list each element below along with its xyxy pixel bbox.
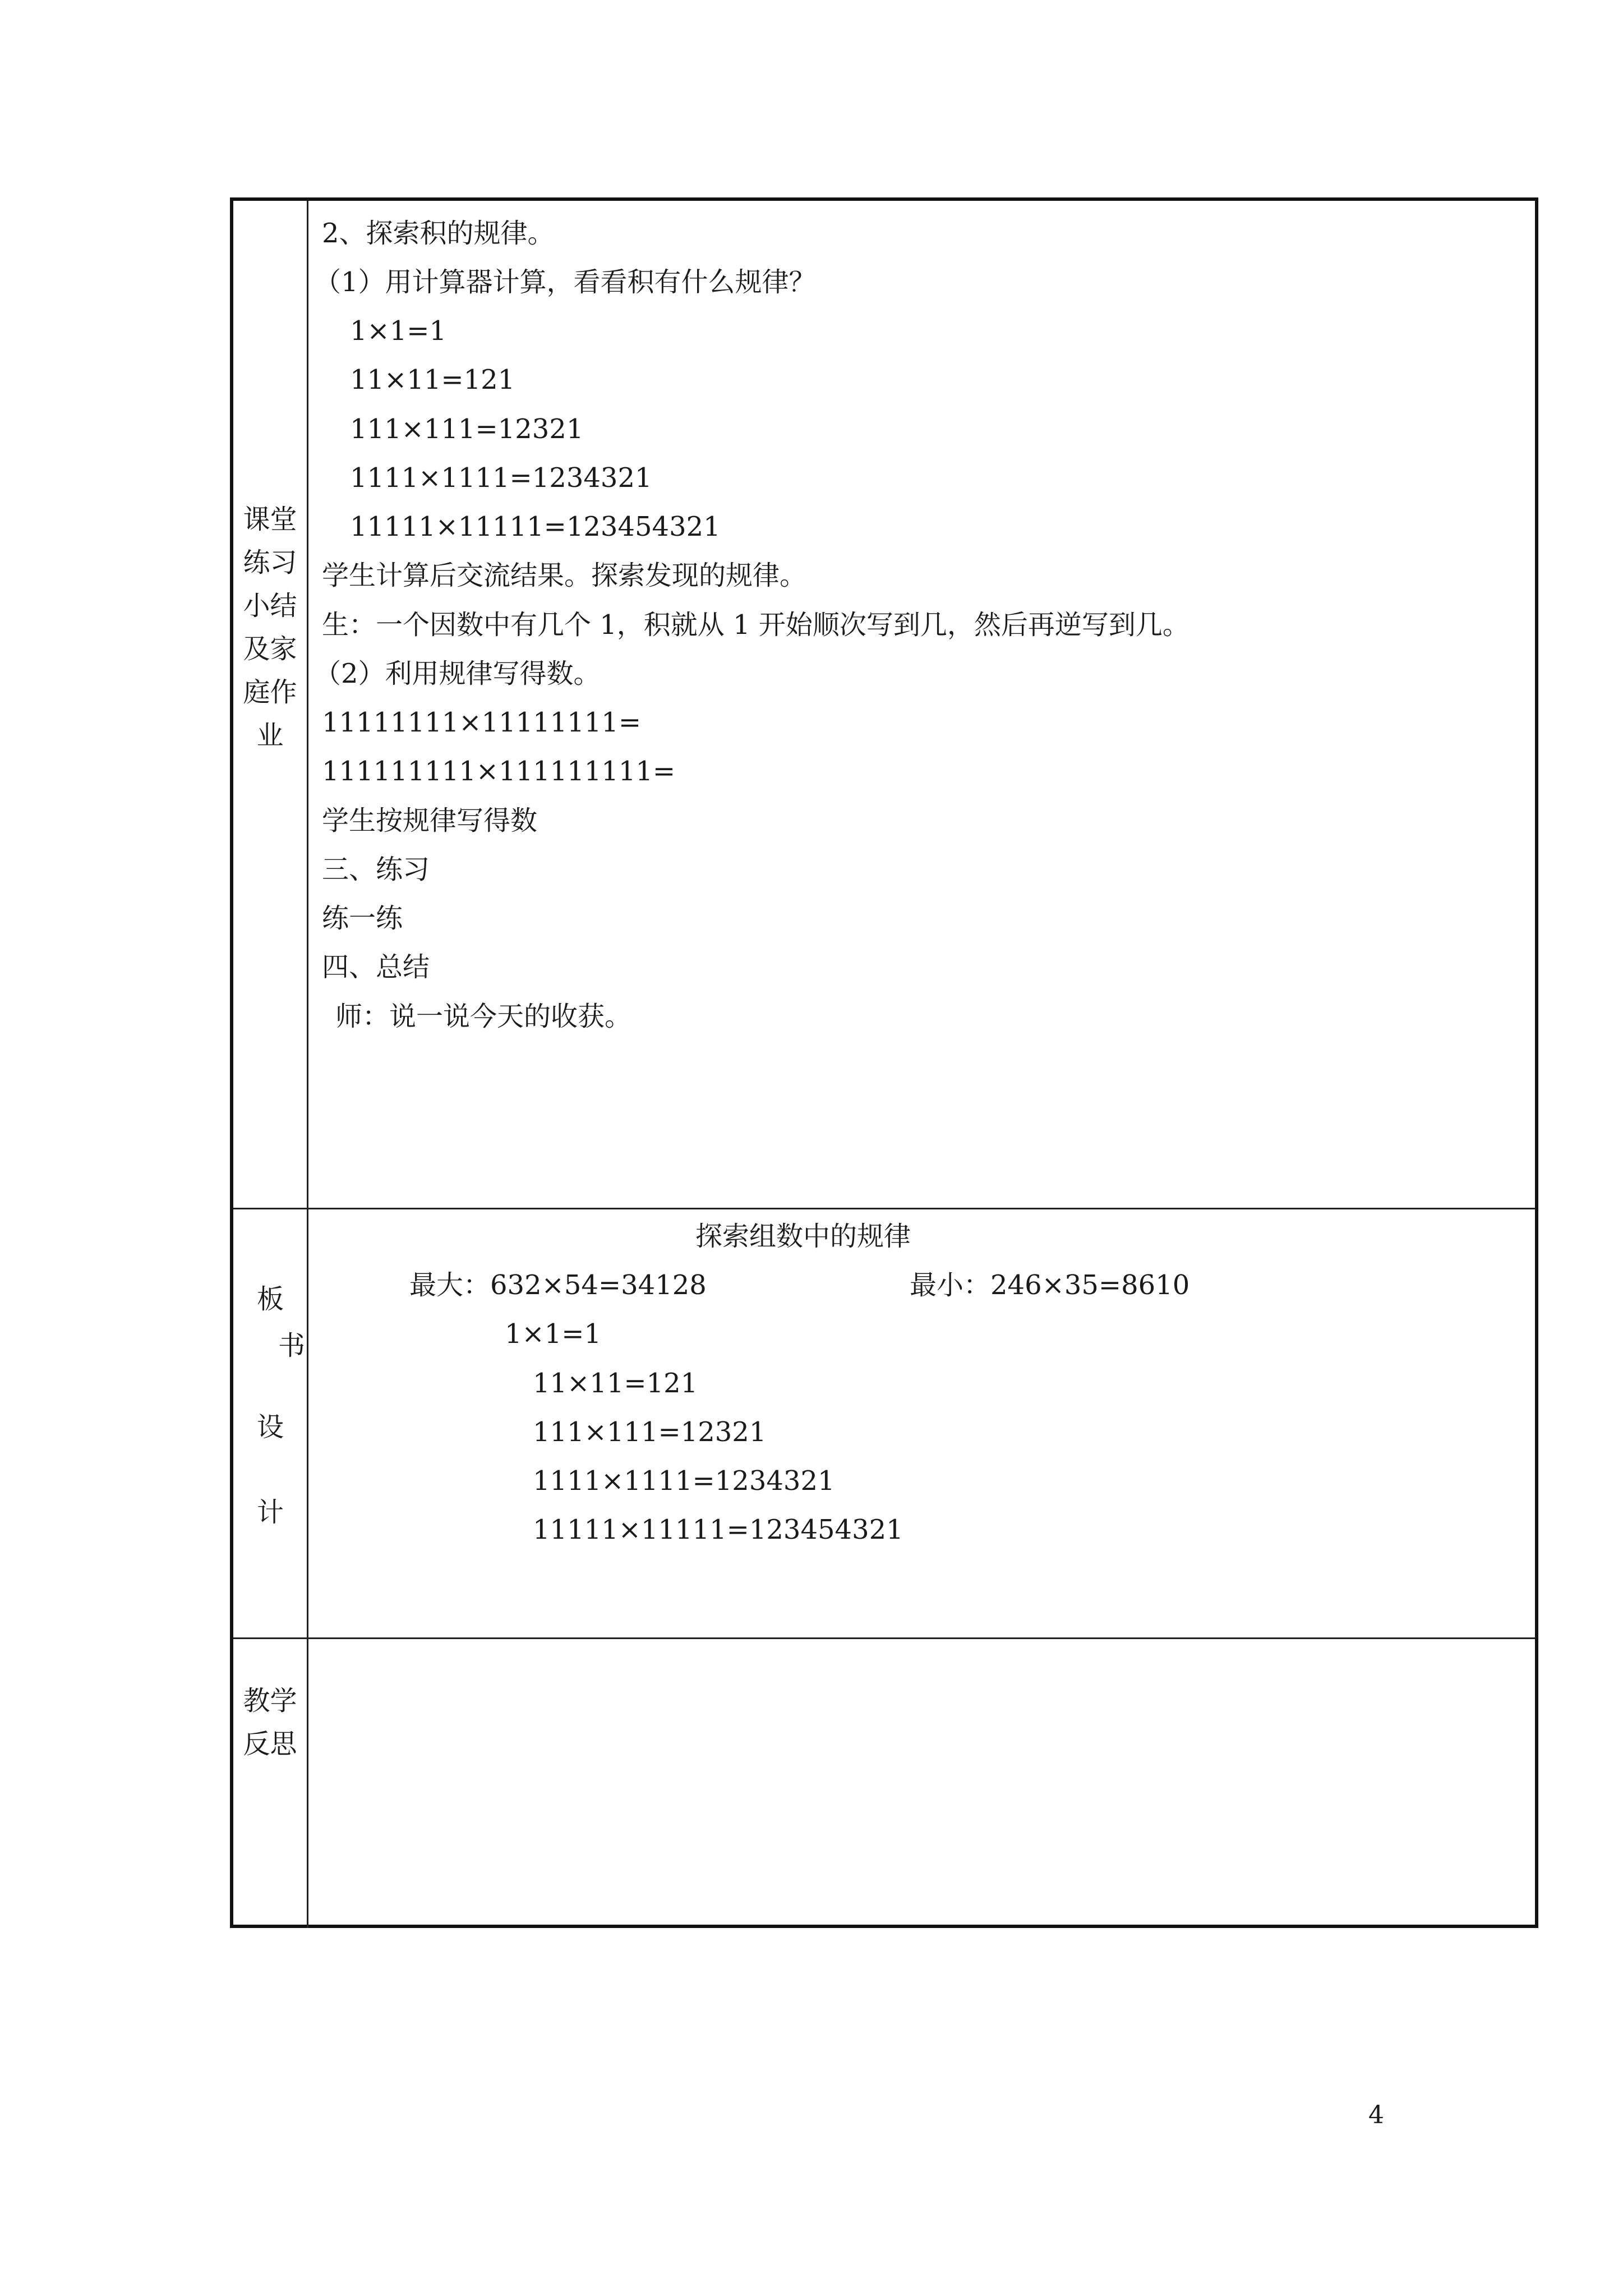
practice-line: 111×111=12321 (350, 413, 584, 445)
practice-line: 学生计算后交流结果。探索发现的规律。 (322, 560, 807, 591)
practice-line: 生：一个因数中有几个 1，积就从 1 开始顺次写到几，然后再逆写到几。 (322, 609, 1189, 641)
practice-line: 11111111×11111111= (322, 707, 642, 738)
practice-line: （2）利用规律写得数。 (314, 658, 601, 689)
blackboard-max: 最大：632×54=34128 (409, 1269, 707, 1301)
practice-line: （1）用计算器计算，看看积有什么规律？ (314, 266, 816, 298)
practice-line: 11×11=121 (350, 364, 515, 395)
practice-line: 练一练 (322, 903, 403, 934)
blackboard-line: 11111×11111=123454321 (533, 1514, 903, 1545)
blackboard-title: 探索组数中的规律 (695, 1221, 911, 1252)
blackboard-label-char: 书 (278, 1330, 306, 1361)
page-number: 4 (1368, 2101, 1384, 2129)
blackboard-content (308, 1209, 1535, 1637)
blackboard-label-char: 设 (257, 1411, 284, 1443)
practice-row (233, 201, 1535, 1208)
blackboard-label-char: 板 (257, 1283, 284, 1315)
blackboard-line: 1111×1111=1234321 (533, 1465, 835, 1497)
practice-label: 课堂练习小结及家庭作业 (243, 504, 297, 751)
blackboard-label-char: 计 (257, 1497, 284, 1528)
practice-label-cell (233, 201, 308, 1208)
practice-line: 2、探索积的规律。 (322, 218, 555, 249)
practice-line: 学生按规律写得数 (322, 805, 538, 836)
reflection-row (233, 1637, 1535, 1928)
blackboard-line: 11×11=121 (533, 1368, 698, 1399)
reflection-label: 教学反思 (243, 1685, 297, 1760)
practice-line: 111111111×111111111= (322, 756, 676, 787)
blackboard-row (233, 1208, 1535, 1637)
practice-line: 四、总结 (322, 951, 430, 983)
blackboard-line: 111×111=12321 (533, 1416, 767, 1448)
blackboard-min: 最小：246×35=8610 (910, 1269, 1190, 1301)
practice-line: 三、练习 (322, 854, 430, 885)
reflection-label-cell (233, 1639, 308, 1928)
blackboard-label-cell (233, 1209, 308, 1637)
reflection-content (308, 1639, 1535, 1928)
practice-line: 师：说一说今天的收获。 (335, 1001, 632, 1032)
practice-content (308, 201, 1535, 1208)
lesson-plan-table (230, 197, 1538, 1928)
practice-line: 11111×11111=123454321 (350, 511, 721, 542)
practice-line: 1×1=1 (350, 315, 447, 347)
practice-line: 1111×1111=1234321 (350, 462, 652, 494)
blackboard-line: 1×1=1 (505, 1318, 602, 1350)
